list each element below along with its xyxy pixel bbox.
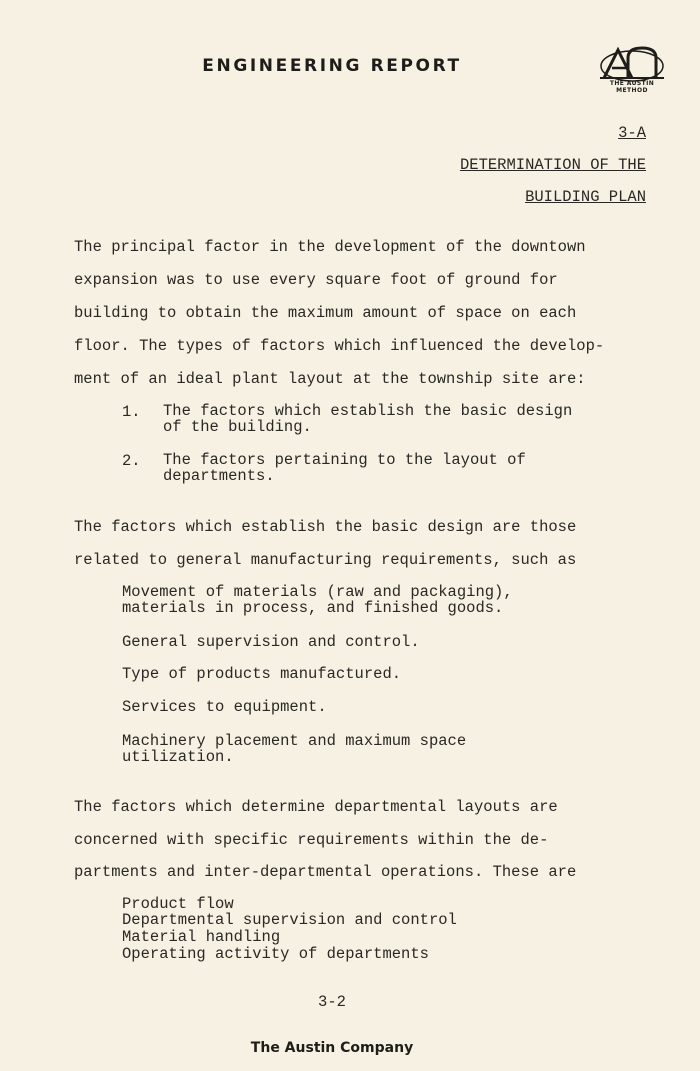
- report-title: ENGINEERING REPORT: [202, 56, 462, 76]
- section-title-line-1: DETERMINATION OF THE: [459, 156, 646, 174]
- layout-factor-item: Material handling: [122, 928, 281, 946]
- section-title-line-2: BUILDING PLAN: [525, 188, 646, 206]
- list-item-text: departments.: [163, 467, 275, 485]
- paragraph-1-line: expansion was to use every square foot of ground for: [74, 271, 558, 289]
- requirement-item: Services to equipment.: [122, 698, 327, 716]
- requirement-item: General supervision and control.: [122, 633, 420, 651]
- paragraph-2-line: The factors which establish the basic design are those: [74, 518, 577, 536]
- layout-factor-item: Product flow: [122, 895, 234, 913]
- section-number: 3-A: [618, 124, 646, 142]
- logo-label: THE AUSTIN METHOD: [609, 80, 655, 94]
- austin-method-logo: [598, 44, 666, 94]
- layout-factor-item: Departmental supervision and control: [122, 911, 457, 929]
- requirement-item: Movement of materials (raw and packaging),: [122, 583, 513, 601]
- footer-company-name: The Austin Company: [250, 1040, 414, 1056]
- paragraph-2-line: related to general manufacturing requirements, such as: [74, 551, 577, 569]
- paragraph-3-line: concerned with specific requirements within the de-: [74, 831, 549, 849]
- requirement-item: utilization.: [122, 748, 234, 766]
- paragraph-1-line: floor. The types of factors which influenced the develop-: [74, 337, 605, 355]
- requirement-item: Machinery placement and maximum space: [122, 732, 467, 750]
- list-item-text: of the building.: [163, 418, 312, 436]
- paragraph-1-line: The principal factor in the development of the downtown: [74, 238, 586, 256]
- list-item-number: 1.: [122, 403, 141, 421]
- paragraph-1-line: ment of an ideal plant layout at the township site are:: [74, 370, 586, 388]
- page-number: 3-2: [318, 993, 346, 1011]
- list-item-number: 2.: [122, 452, 141, 470]
- paragraph-3-line: The factors which determine departmental layouts are: [74, 798, 558, 816]
- paragraph-3-line: partments and inter-departmental operations. These are: [74, 863, 577, 881]
- list-item-text: The factors pertaining to the layout of: [163, 451, 526, 469]
- requirement-item: materials in process, and finished goods.: [122, 599, 504, 617]
- austin-logo-icon: [598, 44, 666, 84]
- list-item-text: The factors which establish the basic design: [163, 402, 573, 420]
- paragraph-1-line: building to obtain the maximum amount of space on each: [74, 304, 577, 322]
- layout-factor-item: Operating activity of departments: [122, 945, 429, 963]
- requirement-item: Type of products manufactured.: [122, 665, 402, 683]
